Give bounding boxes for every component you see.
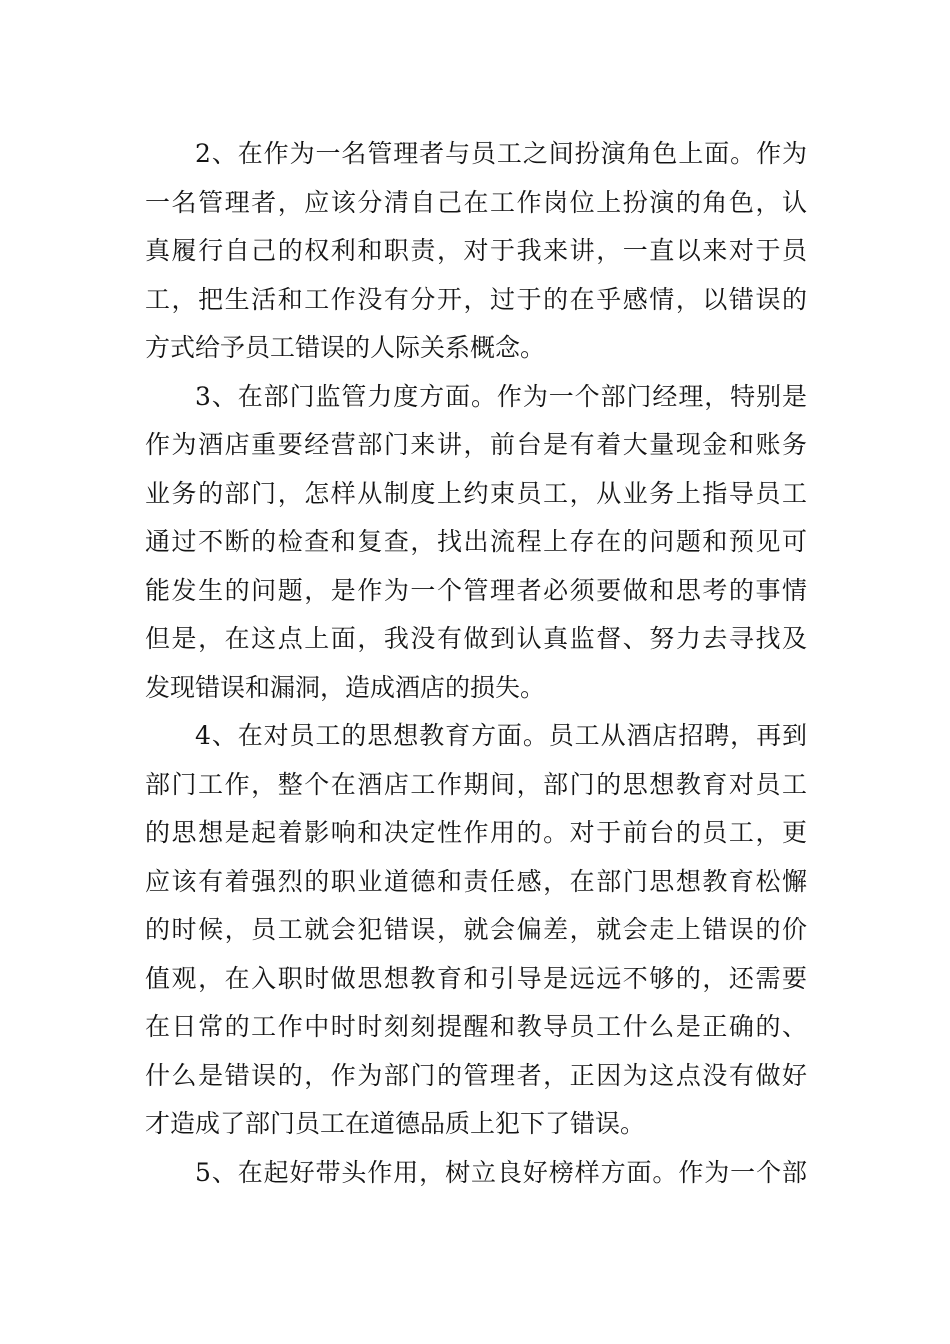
text-line: 但是，在这点上面，我没有做到认真监督、努力去寻找及 bbox=[145, 624, 807, 653]
text-line: 什么是错误的，作为部门的管理者，正因为这点没有做好 bbox=[145, 1060, 807, 1090]
document-body bbox=[145, 130, 807, 1197]
text-line: 发现错误和漏洞，造成酒店的损失。 bbox=[145, 672, 546, 702]
text-line: 作为酒店重要经营部门来讲，前台是有着大量现金和账务 bbox=[145, 430, 807, 459]
text-line: 5、在起好带头作用，树立良好榜样方面。作为一个部 bbox=[195, 1157, 807, 1187]
text-line: 才造成了部门员工在道德品质上犯下了错误。 bbox=[145, 1109, 646, 1138]
paragraph-2 bbox=[145, 130, 807, 373]
text-line: 的思想是起着影响和决定性作用的。对于前台的员工，更 bbox=[145, 818, 807, 847]
text-line: 部门工作，整个在酒店工作期间，部门的思想教育对员工 bbox=[145, 769, 807, 799]
paragraph-3 bbox=[145, 373, 807, 713]
text-line: 应该有着强烈的职业道德和责任感，在部门思想教育松懈 bbox=[145, 866, 807, 896]
text-line: 4、在对员工的思想教育方面。员工从酒店招聘，再到 bbox=[195, 721, 807, 750]
text-line: 通过不断的检查和复查，找出流程上存在的问题和预见可 bbox=[145, 527, 807, 556]
text-line: 真履行自己的权利和职责，对于我来讲，一直以来对于员 bbox=[145, 236, 807, 265]
text-line: 值观，在入职时做思想教育和引导是远远不够的，还需要 bbox=[145, 963, 807, 993]
text-line: 工，把生活和工作没有分开，过于的在乎感情，以错误的 bbox=[145, 284, 807, 314]
text-line: 方式给予员工错误的人际关系概念。 bbox=[145, 333, 546, 362]
text-line: 一名管理者，应该分清自己在工作岗位上扮演的角色，认 bbox=[145, 187, 807, 217]
text-line: 2、在作为一名管理者与员工之间扮演角色上面。作为 bbox=[195, 139, 807, 168]
text-line: 的时候，员工就会犯错误，就会偏差，就会走上错误的价 bbox=[145, 915, 807, 944]
text-line: 在日常的工作中时时刻刻提醒和教导员工什么是正确的、 bbox=[145, 1012, 807, 1041]
paragraph-5 bbox=[145, 1149, 807, 1198]
text-line: 业务的部门，怎样从制度上约束员工，从业务上指导员工 bbox=[145, 478, 807, 508]
text-line: 能发生的问题，是作为一个管理者必须要做和思考的事情 bbox=[145, 575, 807, 605]
paragraph-4 bbox=[145, 712, 807, 1149]
text-line: 3、在部门监管力度方面。作为一个部门经理，特别是 bbox=[195, 381, 807, 411]
